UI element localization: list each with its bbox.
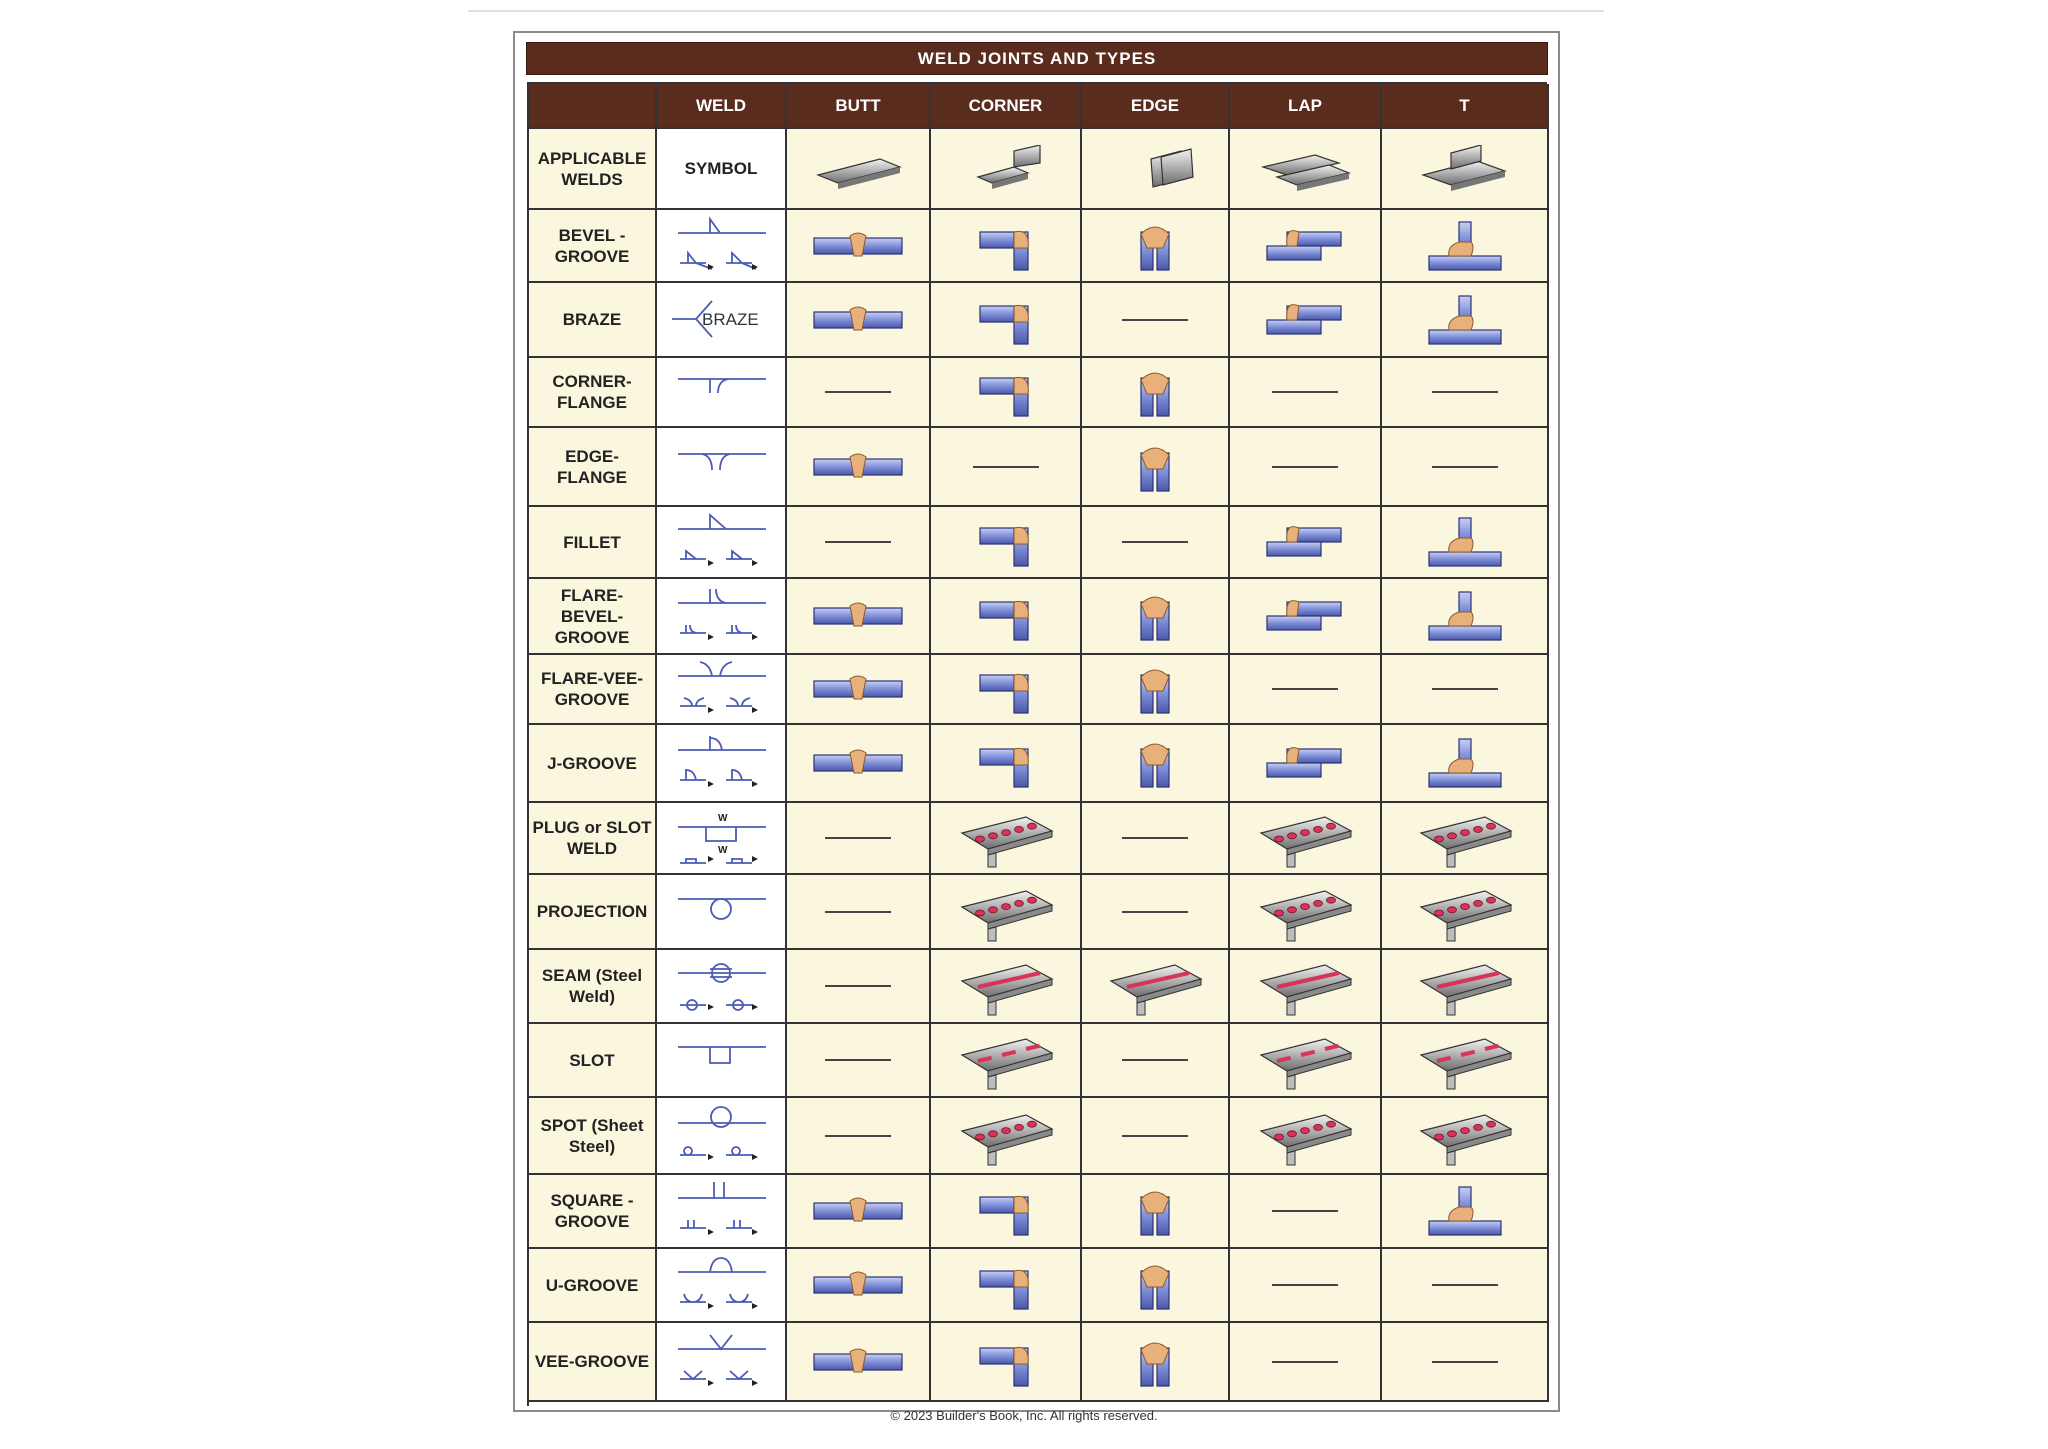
joint-cell xyxy=(931,1249,1082,1323)
sheet-weld-icon xyxy=(1415,807,1515,869)
sheet-weld-icon xyxy=(956,955,1056,1017)
joint-cell xyxy=(1230,358,1382,428)
joint-cell xyxy=(787,1024,931,1098)
joint-weld-icon xyxy=(1257,292,1353,348)
sheet-weld-icon xyxy=(956,807,1056,869)
weld-symbol-cell xyxy=(657,579,787,655)
joint-cell xyxy=(1082,1249,1230,1323)
joint-weld-icon xyxy=(1257,588,1353,644)
row-label: FLARE-VEE- GROOVE xyxy=(529,655,657,725)
not-applicable-dash xyxy=(1122,1059,1188,1061)
row-label: SPOT (Sheet Steel) xyxy=(529,1098,657,1175)
not-applicable-dash xyxy=(1272,466,1338,468)
not-applicable-dash xyxy=(1272,688,1338,690)
joint-cell xyxy=(1382,1323,1549,1402)
row-label: BEVEL - GROOVE xyxy=(529,210,657,283)
header-joint-edge: EDGE xyxy=(1082,84,1230,129)
flare-bevel-symbol-icon xyxy=(666,585,776,647)
sheet-weld-icon xyxy=(1415,881,1515,943)
not-applicable-dash xyxy=(1122,541,1188,543)
joint-cell xyxy=(931,1323,1082,1402)
braze-symbol-icon xyxy=(666,289,776,351)
joint-cell xyxy=(931,875,1082,950)
square-symbol-icon xyxy=(666,1180,776,1242)
joint-cell xyxy=(1382,950,1549,1024)
joint-weld-icon xyxy=(1417,735,1513,791)
applicable-joint-cell xyxy=(1230,129,1382,210)
joint-cell xyxy=(931,428,1082,507)
copyright-footer: © 2023 Builder's Book, Inc. All rights reserved. xyxy=(890,1408,1158,1423)
joint-cell xyxy=(1230,428,1382,507)
weld-symbol-cell xyxy=(657,875,787,950)
sheet-weld-icon xyxy=(1255,881,1355,943)
joint-cell xyxy=(787,579,931,655)
joint-cell xyxy=(1082,1175,1230,1249)
joint-weld-icon xyxy=(958,1183,1054,1239)
header-weld: WELD xyxy=(657,84,787,129)
joint-cell xyxy=(1082,1323,1230,1402)
joint-cell xyxy=(931,725,1082,803)
joint-weld-icon xyxy=(810,1334,906,1390)
joint-weld-icon xyxy=(810,439,906,495)
joint-weld-icon xyxy=(958,292,1054,348)
joint-weld-icon xyxy=(958,661,1054,717)
plug-symbol-icon xyxy=(666,807,776,869)
weld-symbol-cell xyxy=(657,283,787,358)
row-label-applicable-welds: APPLICABLE WELDS xyxy=(529,129,657,210)
sheet-weld-icon xyxy=(1415,955,1515,1017)
joint-cell xyxy=(1082,579,1230,655)
joint-cell xyxy=(1382,655,1549,725)
weld-symbol-cell xyxy=(657,358,787,428)
joint-weld-icon xyxy=(958,588,1054,644)
joint-weld-icon xyxy=(1107,1183,1203,1239)
joint-cell xyxy=(1230,1249,1382,1323)
header-joint-corner: CORNER xyxy=(931,84,1082,129)
flare-vee-symbol-icon xyxy=(666,658,776,720)
row-label: SEAM (Steel Weld) xyxy=(529,950,657,1024)
not-applicable-dash xyxy=(825,1135,891,1137)
joint-weld-icon xyxy=(1417,514,1513,570)
not-applicable-dash xyxy=(1272,1361,1338,1363)
not-applicable-dash xyxy=(825,837,891,839)
joint-cell xyxy=(787,725,931,803)
joint-weld-icon xyxy=(810,735,906,791)
row-label: U-GROOVE xyxy=(529,1249,657,1323)
sheet-weld-icon xyxy=(1255,807,1355,869)
not-applicable-dash xyxy=(825,911,891,913)
joint-cell xyxy=(787,950,931,1024)
row-label: FLARE-BEVEL- GROOVE xyxy=(529,579,657,655)
not-applicable-dash xyxy=(1432,688,1498,690)
joint-cell xyxy=(1230,875,1382,950)
sheet-weld-icon xyxy=(1105,955,1205,1017)
sheet-weld-icon xyxy=(1415,1105,1515,1167)
not-applicable-dash xyxy=(1272,1210,1338,1212)
joint-cell xyxy=(931,579,1082,655)
weld-symbol-cell xyxy=(657,950,787,1024)
joint-cell xyxy=(1382,210,1549,283)
joint-weld-icon xyxy=(810,588,906,644)
vee-symbol-icon xyxy=(666,1331,776,1393)
joint-weld-icon xyxy=(1417,292,1513,348)
joint-cell xyxy=(787,1175,931,1249)
joint-cell xyxy=(1230,950,1382,1024)
applicable-joint-cell xyxy=(787,129,931,210)
joint-cell xyxy=(787,875,931,950)
row-label: SQUARE - GROOVE xyxy=(529,1175,657,1249)
joint-weld-icon xyxy=(958,1334,1054,1390)
plug-size-text: W xyxy=(718,845,728,856)
sheet-weld-icon xyxy=(1255,955,1355,1017)
joint-weld-icon xyxy=(1107,735,1203,791)
joint-cell xyxy=(1382,358,1549,428)
joint-cell xyxy=(1082,358,1230,428)
not-applicable-dash xyxy=(1432,1361,1498,1363)
joint-cell xyxy=(1082,428,1230,507)
applicable-joint-cell xyxy=(931,129,1082,210)
applicable-joint-icon xyxy=(1417,145,1513,193)
joint-cell xyxy=(1082,1024,1230,1098)
sheet-weld-icon xyxy=(956,1029,1056,1091)
header-joint-lap: LAP xyxy=(1230,84,1382,129)
seam-symbol-icon xyxy=(666,955,776,1017)
not-applicable-dash xyxy=(825,541,891,543)
joint-cell xyxy=(1082,655,1230,725)
joint-cell xyxy=(931,283,1082,358)
joint-weld-icon xyxy=(810,1257,906,1313)
joint-cell xyxy=(1382,507,1549,579)
not-applicable-dash xyxy=(825,1059,891,1061)
joint-cell xyxy=(1230,210,1382,283)
joint-weld-icon xyxy=(810,292,906,348)
applicable-joint-icon xyxy=(958,145,1054,193)
joint-weld-icon xyxy=(958,218,1054,274)
joint-weld-icon xyxy=(1257,514,1353,570)
joint-cell xyxy=(1230,1175,1382,1249)
joint-cell xyxy=(1082,950,1230,1024)
not-applicable-dash xyxy=(1122,837,1188,839)
joint-cell xyxy=(787,655,931,725)
joint-cell xyxy=(1382,428,1549,507)
joint-cell xyxy=(931,210,1082,283)
chart-title: WELD JOINTS AND TYPES xyxy=(526,42,1548,75)
joint-weld-icon xyxy=(958,514,1054,570)
joint-cell xyxy=(1230,283,1382,358)
joint-cell xyxy=(787,803,931,875)
symbol-word: SYMBOL xyxy=(684,158,758,178)
applicable-joint-icon xyxy=(1107,145,1203,193)
joint-cell xyxy=(931,655,1082,725)
joint-cell xyxy=(931,950,1082,1024)
projection-symbol-icon xyxy=(666,881,776,943)
header-corner xyxy=(529,84,657,129)
joint-cell xyxy=(787,428,931,507)
joint-cell xyxy=(1082,803,1230,875)
joint-weld-icon xyxy=(1107,1257,1203,1313)
joint-cell xyxy=(1082,507,1230,579)
weld-table xyxy=(527,82,1547,1406)
header-joint-butt: BUTT xyxy=(787,84,931,129)
sheet-weld-icon xyxy=(1255,1105,1355,1167)
joint-cell xyxy=(1230,803,1382,875)
row-label: SLOT xyxy=(529,1024,657,1098)
weld-symbol-cell xyxy=(657,1323,787,1402)
not-applicable-dash xyxy=(1432,391,1498,393)
braze-symbol-text: BRAZE xyxy=(702,309,759,329)
joint-weld-icon xyxy=(958,1257,1054,1313)
not-applicable-dash xyxy=(825,391,891,393)
not-applicable-dash xyxy=(973,466,1039,468)
joint-cell xyxy=(1082,1098,1230,1175)
not-applicable-dash xyxy=(1432,1284,1498,1286)
joint-weld-icon xyxy=(1417,1183,1513,1239)
weld-symbol-cell xyxy=(657,428,787,507)
joint-cell xyxy=(787,283,931,358)
joint-cell xyxy=(1230,725,1382,803)
not-applicable-dash xyxy=(1122,911,1188,913)
joint-weld-icon xyxy=(1107,364,1203,420)
row-label: EDGE-FLANGE xyxy=(529,428,657,507)
fillet-symbol-icon xyxy=(666,511,776,573)
joint-weld-icon xyxy=(1107,661,1203,717)
joint-cell xyxy=(1382,1175,1549,1249)
applicable-joint-cell xyxy=(1382,129,1549,210)
edge-flange-symbol-icon xyxy=(666,436,776,498)
weld-symbol-cell xyxy=(657,1249,787,1323)
joint-weld-icon xyxy=(1107,218,1203,274)
joint-cell xyxy=(931,1098,1082,1175)
joint-cell xyxy=(787,1098,931,1175)
joint-weld-icon xyxy=(810,661,906,717)
joint-cell xyxy=(1230,1098,1382,1175)
joint-weld-icon xyxy=(810,218,906,274)
joint-weld-icon xyxy=(1107,439,1203,495)
joint-weld-icon xyxy=(958,364,1054,420)
joint-cell xyxy=(1082,875,1230,950)
joint-cell xyxy=(931,803,1082,875)
weld-symbol-cell xyxy=(657,1098,787,1175)
bevel-symbol-icon xyxy=(666,215,776,277)
joint-weld-icon xyxy=(1417,588,1513,644)
joint-cell xyxy=(1382,1249,1549,1323)
u-groove-symbol-icon xyxy=(666,1254,776,1316)
joint-cell xyxy=(1082,725,1230,803)
not-applicable-dash xyxy=(825,985,891,987)
not-applicable-dash xyxy=(1272,1284,1338,1286)
joint-weld-icon xyxy=(1257,735,1353,791)
joint-cell xyxy=(1382,1024,1549,1098)
weld-symbol-cell xyxy=(657,1024,787,1098)
joint-weld-icon xyxy=(958,735,1054,791)
joint-weld-icon xyxy=(1107,588,1203,644)
sheet-weld-icon xyxy=(956,881,1056,943)
plug-size-text: W xyxy=(718,813,728,824)
joint-cell xyxy=(931,1175,1082,1249)
row-label: VEE-GROOVE xyxy=(529,1323,657,1402)
weld-symbol-cell xyxy=(657,210,787,283)
sheet-weld-icon xyxy=(1415,1029,1515,1091)
joint-cell xyxy=(1230,579,1382,655)
joint-weld-icon xyxy=(1417,218,1513,274)
joint-cell xyxy=(1382,579,1549,655)
applicable-joint-icon xyxy=(810,145,906,193)
joint-cell xyxy=(1230,1323,1382,1402)
corner-flange-symbol-icon xyxy=(666,361,776,423)
joint-cell xyxy=(787,1323,931,1402)
joint-cell xyxy=(931,358,1082,428)
joint-cell xyxy=(1230,655,1382,725)
joint-weld-icon xyxy=(1257,218,1353,274)
row-label: J-GROOVE xyxy=(529,725,657,803)
weld-symbol-cell xyxy=(657,1175,787,1249)
joint-cell xyxy=(1230,1024,1382,1098)
row-label: PROJECTION xyxy=(529,875,657,950)
spot-symbol-icon xyxy=(666,1105,776,1167)
joint-cell xyxy=(787,210,931,283)
scan-edge-line xyxy=(468,10,1604,12)
header-joint-t: T xyxy=(1382,84,1549,129)
not-applicable-dash xyxy=(1122,1135,1188,1137)
joint-cell xyxy=(1382,875,1549,950)
joint-cell xyxy=(1382,803,1549,875)
weld-symbol-cell xyxy=(657,803,787,875)
row-label: PLUG or SLOT WELD xyxy=(529,803,657,875)
joint-cell xyxy=(1382,1098,1549,1175)
joint-cell xyxy=(787,358,931,428)
joint-cell xyxy=(931,507,1082,579)
joint-cell xyxy=(1082,210,1230,283)
joint-cell xyxy=(787,1249,931,1323)
sheet-weld-icon xyxy=(1255,1029,1355,1091)
not-applicable-dash xyxy=(1432,466,1498,468)
row-label: BRAZE xyxy=(529,283,657,358)
joint-cell xyxy=(1230,507,1382,579)
joint-weld-icon xyxy=(810,1183,906,1239)
weld-symbol-cell xyxy=(657,655,787,725)
joint-cell xyxy=(1382,725,1549,803)
applicable-joint-cell xyxy=(1082,129,1230,210)
joint-cell xyxy=(1082,283,1230,358)
not-applicable-dash xyxy=(1272,391,1338,393)
j-groove-symbol-icon xyxy=(666,732,776,794)
row-label: CORNER- FLANGE xyxy=(529,358,657,428)
weld-symbol-cell xyxy=(657,507,787,579)
applicable-joint-icon xyxy=(1257,145,1353,193)
symbol-header-cell xyxy=(657,129,787,210)
joint-cell xyxy=(1382,283,1549,358)
sheet-weld-icon xyxy=(956,1105,1056,1167)
joint-weld-icon xyxy=(1107,1334,1203,1390)
weld-symbol-cell xyxy=(657,725,787,803)
row-label: FILLET xyxy=(529,507,657,579)
joint-cell xyxy=(931,1024,1082,1098)
not-applicable-dash xyxy=(1122,319,1188,321)
joint-cell xyxy=(787,507,931,579)
slot-symbol-icon xyxy=(666,1029,776,1091)
